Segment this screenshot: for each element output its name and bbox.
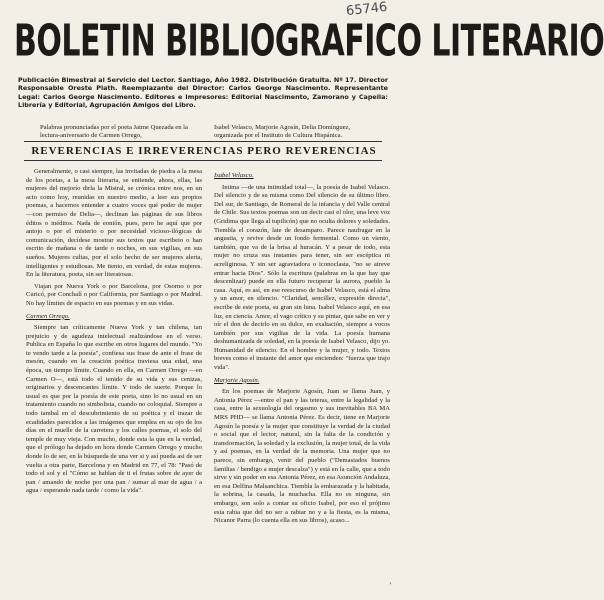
publication-info: Publicación Bimestral al Servicio del Lector. Santiago, Año 1982. Distribución Gratuita. Nº 17. Director Responsable Oreste Plath. Reemplazante del Director: Carlos George Nascimento. Representante Legal: Carlos George Nascimento. Editores e Impresores: Editorial Nascimento, Zamorano y Capella: Librería y Editorial, Agrupación Amigos del Libro. [18,76,388,110]
column-paragraph: Viajan por Nueva York o por Barcelona, por Osorno o por Curicó, por Conchalí o por California, por Santiago o por Madrid. No hay límites de espacio en sus poemas y en sus vidas. [26,282,202,307]
masthead-title: BOLETIN BIBLIOGRAFICO LITERARIO [14,16,604,68]
section-title: REVERENCIAS E IRREVERENCIAS PERO REVERENCIAS [31,145,377,157]
intro-left: Palabras pronunciadas por el poeta Jaime Quezada en la lectura-aniversario de Carmen Orrego, [40,124,188,140]
left-column [26,168,202,499]
column-paragraph: Generalmente, o casi siempre, las invitadas de piedra a la mesa de los poetas, a la mesa literaria, se entiende, ahora, ellas, las mujeres del mejorío dirla la Mistral, se crónica entre nos, en un acto como hoy, reunidas en nuestro medio, a leer sus propios poemas, a hacernos entender a cuatro voces qué poder de mujer —con permiso de Delia—, declinan las páginas de sus libros éditos o inéditos. Nada de eonión, pues, pero he aquí que por antojo o por el misterio o por necesidad vicioso-ilógicas de comunicación, decídese mostrar sus textos que escribeio o han escrito de mañana o de tarde o noches, en sus vigilias, en sus sueños. Mujeres cultas, por el solo hecho de ser mujeres alerta, intelligentes y estudiosas. Me tiento, en verdad, de estas mujeres. En la literatura, poeta, sin ser literatosas. [26,168,202,279]
intro-right: Isabel Velasco, Marjorie Agosín, Delia Domínguez, organizada por el Instituto de Cultura Hispánica. [214,124,351,140]
handwritten-note: 65746 [344,0,388,20]
right-column [214,168,390,529]
column-subhead: Carmen Orrego. [26,312,70,320]
corner-mark: ' [389,581,391,590]
top-rule [24,141,382,142]
bottom-rule [24,160,382,161]
column-paragraph: Siempre tan críticamente Nueva York y tan chilena, tan prejuicio y de agudeza intelectual realizándose en el verso. Publica en España lo que escribe en otros lugares del mundo. "Yo te vendo tarde a la poesía", confiesa sus frase de ante el frase de mesón, cuando en la creación poética traviesa una edad, una época, un tiempo límite. Cuando en ella, en Carmen Orrego —en Carmen O—, está todo el tenido de su vida y sus cenizas, originarios y descencantes límite. Y todo de suerte. Porque lo usual es que por la poesía de este poeta, sino lo no usual en un tratamiento cuando no simbolista, cuando no coloquial. Siempre a todo tambal en el descubrimiento de su poética y el trazar de ecadidades parecidos a las imágenes que emplea en su ojo de los días en el muelle de la carretera y los calles poemas, el solo del temple de muy vieja. Con mucho, donde esta la que en la verdad, que el prólogo ha dejado en hora donde Carmen Orrego y mucho donde lo de ser, en la búsqueda de una ver si y así pueda asi de ser vuelta a otra parte, Barcelona y en Madrid en 77, el 78: "Pasó de todo el sol y el "Cómo se hablan de ti el frutas sobre de ayer de pan / amando de noche por una pan / sumar al mar de agua / a agua / esperando nada tarde / como la vida". [26,324,202,495]
column-paragraph: En los poemas de Marjorie Agosín, Juan se llama Juan, y Antonia Pérez —entre el pan y las teteras, entre la legalidad y la casa, entre la sexuología del orgasmo y sus inevitables BA MA MRS PHD— se llama Antonia Pérez. Es decir, tiene en Marjorie Agosín la poesía y la mujer que constituye la verdad de la ciudad o social que el lector, natural, sin la falta de la condición y transformación, la soledad y la exclusión, la mujer total, de la vida y así poemas, en la verdad de la memoria. Una mujer que no parece, sin embargo, venir del pueblo ("Demasiados buenos familias / bendigo a mujer descalza") y está en la calle, que a todo sirve y sin poder en esa Antonia Pérez, en esa Asunción Andaluza, en esa Delfina Malsanchica. Tiembla la embarazada y la habitada, la sobrina, la casada, la muchacha. Ella no es ninguna, sin embargo, son solo a contar su oficio Isabel, por eso el prójimo esta rabia que del no ser a rabiar no y a la fiesta, es la misma, Nicanor Parra (lo cuenta ella en sus libros), acaso... [214,388,390,525]
column-subhead: Marjorie Agosín. [214,376,260,384]
column-paragraph: Intima —de una intimidad total—, la poesía de Isabel Velasco. Del silencio y de su misma como Del silencio de su último libro. Del sur, de Santiago, de Romeral de la infancia y del Valle central de Chile. Sus textos poemas son un decir casi el olor, una leve voz (Gridima que llega al tupilicón) que no oculta dolores y soledades. Tiembla el corazón, late de desamparo. Parece naufragar en la angustia, y revive desde un fondo fermental. Como un viento, también, que va de la brisa al huracán. Y a pesar de todo, esta mujer no cruza sus instantes para tener, sin ser escéptica ni acrelíginosa. Y sin ser agraviadora o iconoclasta, "no se atreve entrar hacia Dios". Sólo la escritura (palabras en la que hay que descenlizar) puede en ella futuro recuperar la aurora, pueblo la casa. Aquí, es así, en ese reescurso de Isabel Velasco, está el alma y un amor, en silencio. "Claridad, sencillez, expresión directa", escribe de este poeta, su gran sin luna. Isabel Velasco aquí, en esa luz, en ciencia. Amor, el vago crítico y su pintar, que sabe en ver y oír el don de decirlo en su dulce, en exaltación, siempre a vocos también por sus vigilias de la vida. La poesía humana deshumanizada de soledad, en la poesía de Isabel Velasco, dijo yo. Humanidad de silencio. En el hombre y la mujer, y todo. Textos breves como el instante del amor que encienden: "fuerza que trajo vida". [214,183,390,372]
column-subhead: Isabel Velasco. [214,172,254,179]
